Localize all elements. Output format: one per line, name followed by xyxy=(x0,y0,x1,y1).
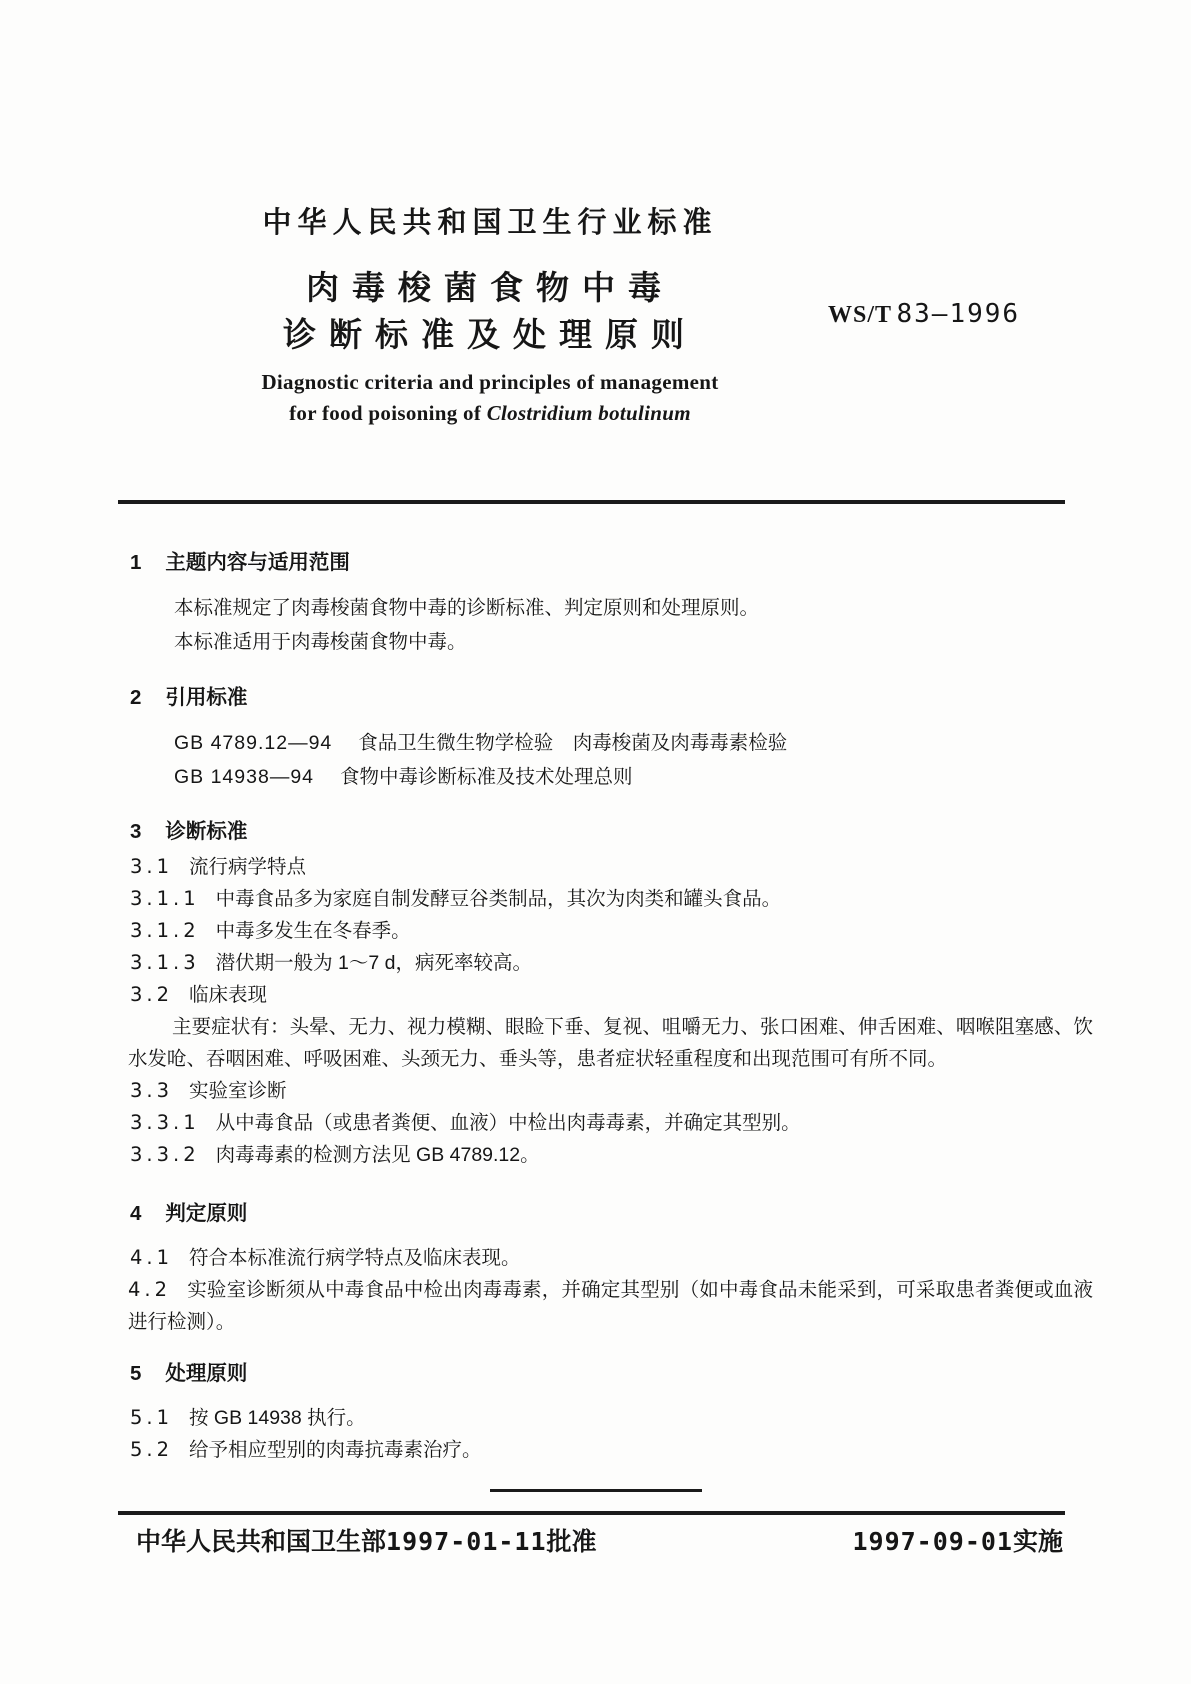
clause-number: 3.3.1 xyxy=(130,1111,200,1134)
standard-code-prefix: WS/T xyxy=(828,302,893,328)
clause-number: 3.3 xyxy=(130,1079,174,1102)
section-title: 判定原则 xyxy=(165,1202,248,1225)
clause-4-1 xyxy=(130,1242,521,1270)
clause-3-2 xyxy=(130,979,267,1007)
section-1-paragraph: 本标准适用于肉毒梭菌食物中毒。 xyxy=(174,631,467,653)
clause-5-1 xyxy=(130,1402,366,1430)
approval-statement xyxy=(136,1522,597,1558)
clause-number: 3.1 xyxy=(130,855,174,878)
clause-number: 5.2 xyxy=(130,1438,174,1461)
clause-3-1-2 xyxy=(130,915,411,943)
clause-4-2 xyxy=(128,1274,1093,1338)
reference-code: GB 4789.12—94 xyxy=(174,732,333,754)
clause-number: 3.2 xyxy=(130,983,174,1006)
clause-text: 潜伏期一般为 1～7 d，病死率较高。 xyxy=(215,952,532,974)
section-number: 1 xyxy=(130,551,144,574)
clause-text: 流行病学特点 xyxy=(189,856,307,878)
clause-number: 3.1.2 xyxy=(130,919,200,942)
document-title-en-line1: Diagnostic criteria and principles of management xyxy=(261,370,719,394)
reference-entry xyxy=(174,727,787,755)
clause-number: 3.3.2 xyxy=(130,1143,200,1166)
implementation-action: 实施 xyxy=(1012,1528,1063,1556)
approval-action: 批准 xyxy=(546,1528,597,1556)
clause-text: 肉毒毒素的检测方法见 GB 4789.12。 xyxy=(215,1144,540,1166)
reference-code: GB 14938—94 xyxy=(174,766,315,788)
section-5-heading xyxy=(130,1356,247,1386)
end-of-text-rule xyxy=(490,1489,702,1492)
clause-text: 临床表现 xyxy=(189,984,268,1006)
clause-3-1-3 xyxy=(130,947,532,975)
symptoms-paragraph: 主要症状有：头晕、无力、视力模糊、眼睑下垂、复视、咀嚼无力、张口困难、伸舌困难、咽喉阻塞感、饮水发呛、吞咽困难、呼吸困难、头颈无力、垂头等，患者症状轻重程度和出现范围可有所不同。 xyxy=(128,1016,1093,1070)
clause-text: 给予相应型别的肉毒抗毒素治疗。 xyxy=(189,1439,482,1461)
clause-text: 中毒多发生在冬春季。 xyxy=(215,920,411,942)
reference-entry xyxy=(174,761,633,789)
section-1-paragraph: 本标准规定了肉毒梭菌食物中毒的诊断标准、判定原则和处理原则。 xyxy=(174,597,760,619)
section-number: 3 xyxy=(130,820,144,843)
document-title-cn-line1: 肉毒梭菌食物中毒 xyxy=(306,269,674,306)
standard-code xyxy=(828,299,1020,329)
clause-text: 实验室诊断须从中毒食品中检出肉毒毒素，并确定其型别（如中毒食品未能采到，可采取患者粪便或血液进行检测）。 xyxy=(128,1279,1093,1333)
clause-number: 3.1.3 xyxy=(130,951,200,974)
clause-5-2 xyxy=(130,1434,482,1462)
standard-category-title: 中华人民共和国卫生行业标准 xyxy=(262,207,718,239)
clause-3-3-2 xyxy=(130,1139,540,1167)
clause-text: 中毒食品多为家庭自制发酵豆谷类制品，其次为肉类和罐头食品。 xyxy=(215,888,782,910)
footer-divider-rule xyxy=(118,1511,1065,1515)
section-number: 4 xyxy=(130,1202,144,1225)
standard-code-number: 83—1996 xyxy=(896,299,1021,329)
document-title-en-line2 xyxy=(0,401,980,426)
clause-number: 4.1 xyxy=(130,1246,174,1269)
section-2-heading xyxy=(130,680,247,710)
clause-number: 5.1 xyxy=(130,1406,174,1429)
clause-text: 符合本标准流行病学特点及临床表现。 xyxy=(189,1247,521,1269)
approval-date: 1997-01-11 xyxy=(386,1527,547,1556)
clause-text: 按 GB 14938 执行。 xyxy=(189,1407,366,1429)
section-3-heading xyxy=(130,814,247,844)
clause-3-1 xyxy=(130,851,306,879)
section-title: 诊断标准 xyxy=(165,820,248,843)
document-title-cn-line2: 诊断标准及处理原则 xyxy=(283,316,697,353)
clause-text: 实验室诊断 xyxy=(189,1080,287,1102)
section-4-heading xyxy=(130,1196,247,1226)
clause-number: 4.2 xyxy=(128,1278,172,1301)
reference-title: 食品卫生微生物学检验 肉毒梭菌及肉毒毒素检验 xyxy=(358,732,788,754)
implementation-statement xyxy=(852,1522,1063,1558)
species-name-italic: Clostridium botulinum xyxy=(486,401,691,425)
section-number: 5 xyxy=(130,1362,144,1385)
clause-3-3 xyxy=(130,1075,287,1103)
section-title: 主题内容与适用范围 xyxy=(165,551,350,574)
clause-number: 3.1.1 xyxy=(130,887,200,910)
clause-3-3-1 xyxy=(130,1107,801,1135)
title-en-prefix: for food poisoning of xyxy=(289,401,487,425)
approval-org: 中华人民共和国卫生部 xyxy=(136,1528,387,1556)
reference-title: 食物中毒诊断标准及技术处理总则 xyxy=(340,766,633,788)
section-1-heading xyxy=(130,545,350,575)
section-title: 处理原则 xyxy=(165,1362,248,1385)
clause-3-1-1 xyxy=(130,883,781,911)
implementation-date: 1997-09-01 xyxy=(852,1527,1013,1556)
header-divider-rule xyxy=(118,500,1065,504)
clause-text: 从中毒食品（或患者粪便、血液）中检出肉毒毒素，并确定其型别。 xyxy=(215,1112,801,1134)
section-number: 2 xyxy=(130,686,144,709)
section-title: 引用标准 xyxy=(165,686,248,709)
